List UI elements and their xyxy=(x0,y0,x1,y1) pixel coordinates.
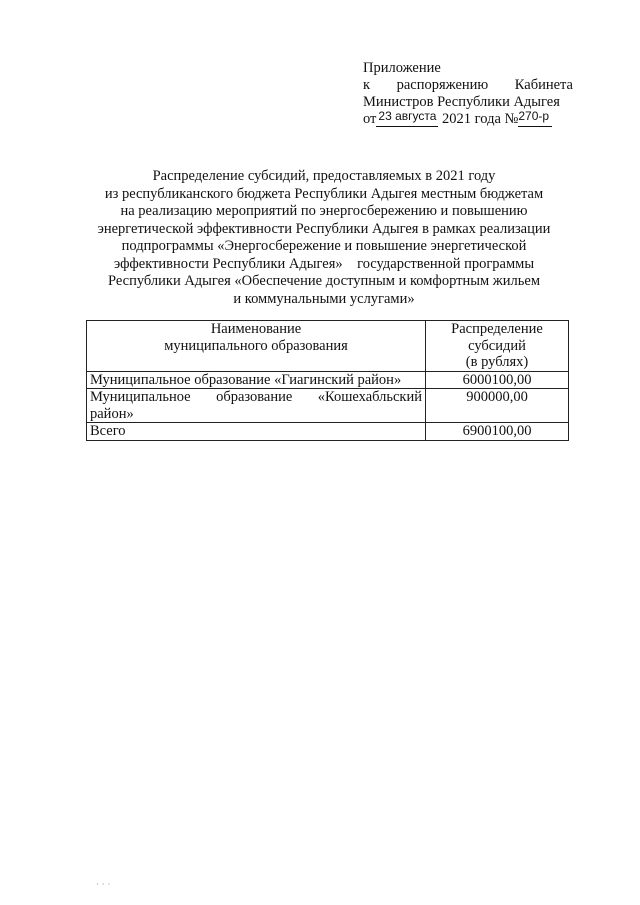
header-amount xyxy=(426,321,569,372)
appendix-issuer: Министров Республики Адыгея xyxy=(363,94,560,110)
table-header-row xyxy=(87,321,569,372)
table-row xyxy=(87,389,569,423)
municipality-name: Муниципальное образование «Гиагинский район» xyxy=(87,371,426,389)
appendix-word: Кабинета xyxy=(514,77,573,93)
table-total-row xyxy=(87,423,569,441)
title-line: подпрограммы «Энергосбережение и повышение энергетической xyxy=(121,238,527,254)
date-field xyxy=(376,111,438,127)
title-line: на реализацию мероприятий по энергосбережению и повышению xyxy=(120,203,528,219)
appendix-header xyxy=(363,60,573,128)
subsidy-amount: 900000,00 xyxy=(426,389,569,423)
header-text: муниципального образования xyxy=(164,337,348,354)
number-handwritten: 270-р xyxy=(518,109,550,123)
title-line: и коммунальными услугами» xyxy=(233,290,415,307)
date-suffix: 2021 года № xyxy=(442,111,519,127)
date-prefix: от xyxy=(363,111,377,127)
title-line: Распределение субсидий, предоставляемых в 2021 году xyxy=(152,168,496,184)
appendix-word: распоряжению xyxy=(396,77,489,93)
header-text: (в рублях) xyxy=(465,354,529,370)
appendix-order-line xyxy=(363,77,573,94)
municipality-name: Муниципальное образование «Кошехабльский район» xyxy=(87,389,426,423)
total-amount: 6900100,00 xyxy=(426,423,569,441)
header-municipality xyxy=(87,321,426,372)
title-line: энергетической эффективности Республики Адыгея в рамках реализации xyxy=(97,220,551,237)
appendix-date-line xyxy=(363,111,573,128)
scan-artifact: · · · xyxy=(96,880,111,890)
number-field xyxy=(518,111,552,127)
subsidies-table xyxy=(86,320,569,441)
total-label: Всего xyxy=(87,423,426,441)
header-text: субсидий xyxy=(468,337,526,354)
title-line: Республики Адыгея «Обеспечение доступным и комфортным жильем xyxy=(107,273,541,289)
header-text: Распределение xyxy=(451,321,543,337)
appendix-label: Приложение xyxy=(363,60,441,76)
title-line: из республиканского бюджета Республики Адыгея местным бюджетам xyxy=(104,185,544,202)
title-line: эффективности Республики Адыгея» государственной программы xyxy=(113,255,535,272)
subsidy-amount: 6000100,00 xyxy=(426,371,569,389)
document-title xyxy=(70,168,578,308)
table-row xyxy=(87,371,569,389)
appendix-word: к xyxy=(363,77,371,93)
header-text: Наименование xyxy=(210,321,302,337)
date-handwritten: 23 августа xyxy=(378,109,437,123)
